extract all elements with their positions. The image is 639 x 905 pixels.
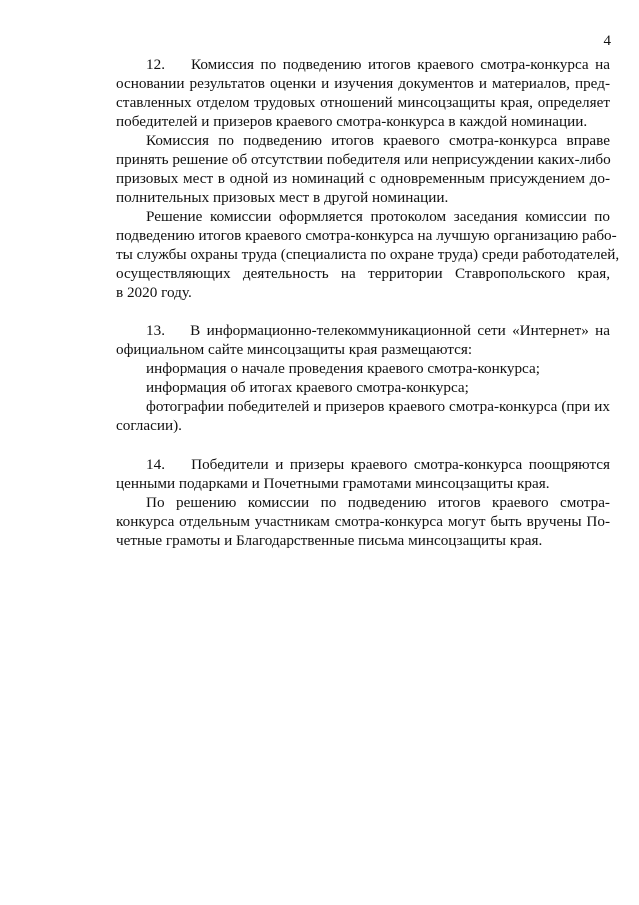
paragraph-line: осуществляющих деятельность на территории Ставропольского края,	[116, 265, 610, 282]
paragraph-line: 13. В информационно-телекоммуникационной сети «Интернет» на	[146, 322, 610, 339]
paragraph-line: ставленных отделом трудовых отношений минсоцзащиты края, определяет	[116, 94, 610, 111]
paragraph-line: принять решение об отсутствии победителя или неприсуждении каких-либо	[116, 151, 611, 168]
paragraph-line: ты службы охраны труда (специалиста по охране труда) среди работодателей,	[116, 246, 620, 263]
page-number: 4	[603, 33, 611, 49]
paragraph-line: основании результатов оценки и изучения документов и материалов, пред-	[116, 75, 610, 92]
paragraph-line: Решение комиссии оформляется протоколом заседания комиссии по	[146, 208, 610, 225]
paragraph-line: в 2020 году.	[116, 284, 192, 301]
paragraph-line: полнительных призовых мест в другой номинации.	[116, 189, 449, 206]
paragraph-line: победителей и призеров краевого смотра-конкурса в каждой номинации.	[116, 113, 588, 130]
paragraph-line: согласии).	[116, 417, 182, 434]
paragraph-line: 14. Победители и призеры краевого смотра-конкурса поощряются	[146, 456, 610, 473]
paragraph-line: четные грамоты и Благодарственные письма минсоцзащиты края.	[116, 532, 543, 549]
paragraph-line: официальном сайте минсоцзащиты края размещаются:	[116, 341, 473, 358]
paragraph-line: ценными подарками и Почетными грамотами минсоцзащиты края.	[116, 475, 550, 492]
paragraph-line: Комиссия по подведению итогов краевого смотра-конкурса вправе	[146, 132, 610, 149]
paragraph-line: призовых мест в одной из номинаций с одновременным присуждением до-	[116, 170, 610, 187]
paragraph-line: конкурса отдельным участникам смотра-конкурса могут быть вручены По-	[116, 513, 610, 530]
paragraph-line: По решению комиссии по подведению итогов краевого смотра-	[146, 494, 610, 511]
paragraph-line: 12. Комиссия по подведению итогов краевого смотра-конкурса на	[146, 56, 610, 73]
list-item: информация об итогах краевого смотра-конкурса;	[146, 379, 469, 396]
list-item: фотографии победителей и призеров краевого смотра-конкурса (при их	[146, 398, 610, 415]
list-item: информация о начале проведения краевого смотра-конкурса;	[146, 360, 540, 377]
paragraph-line: подведению итогов краевого смотра-конкурса на лучшую организацию рабо-	[116, 227, 617, 244]
